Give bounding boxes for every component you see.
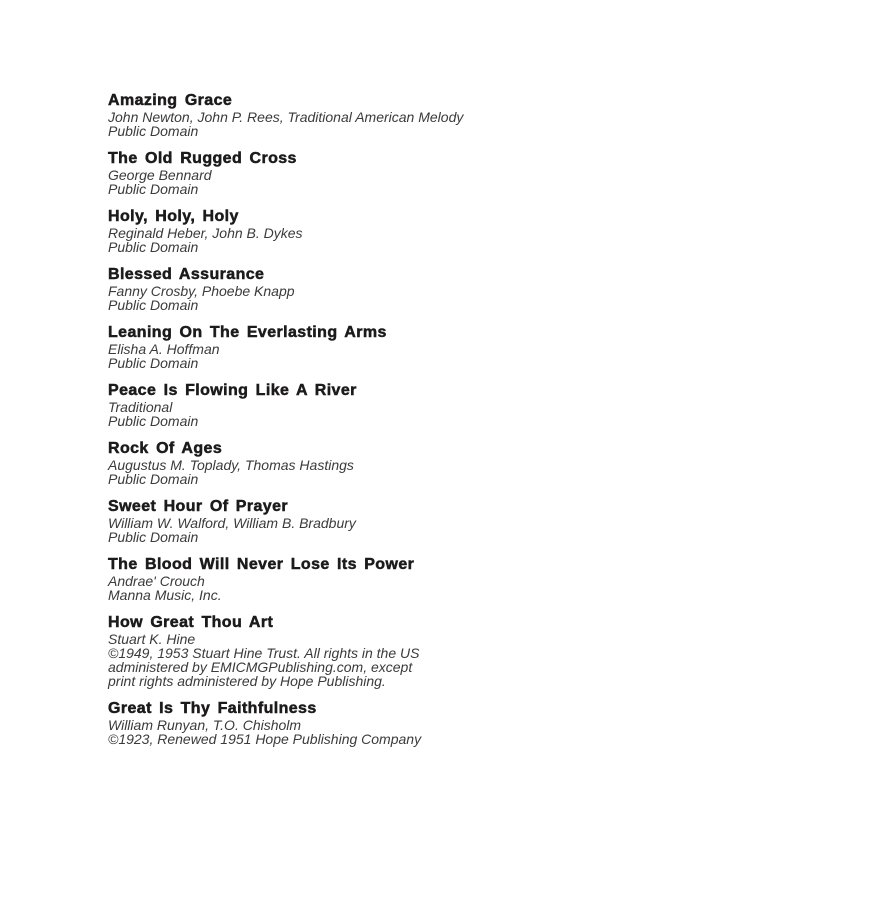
song-entry: [108, 208, 608, 254]
song-list: [108, 92, 608, 758]
song-entry: [108, 700, 608, 746]
song-credit-line: Public Domain: [108, 471, 199, 487]
song-entry: [108, 382, 608, 428]
song-credit-line: ©1923, Renewed 1951 Hope Publishing Company: [108, 731, 422, 747]
song-credit-line: John Newton, John P. Rees, Traditional American Melody: [108, 109, 464, 125]
song-title: Amazing Grace: [108, 92, 233, 109]
song-credit-line: Public Domain: [108, 181, 199, 197]
song-credit-line: Public Domain: [108, 529, 199, 545]
song-credit-line: George Bennard: [108, 167, 212, 183]
song-credit-line: Manna Music, Inc.: [108, 587, 222, 603]
song-credit-line: Reginald Heber, John B. Dykes: [108, 225, 303, 241]
song-title: Rock Of Ages: [108, 440, 223, 457]
song-title: Holy, Holy, Holy: [108, 208, 239, 225]
song-entry: [108, 498, 608, 544]
song-credit-line: ©1949, 1953 Stuart Hine Trust. All rights in the US: [108, 645, 420, 661]
song-credit-line: administered by EMICMGPublishing.com, except: [108, 659, 413, 675]
song-title: Leaning On The Everlasting Arms: [108, 324, 387, 341]
song-entry: [108, 556, 608, 602]
song-credit-line: Traditional: [108, 399, 173, 415]
song-title: The Blood Will Never Lose Its Power: [108, 556, 415, 573]
song-credit-line: Public Domain: [108, 413, 199, 429]
song-credit-line: William W. Walford, William B. Bradbury: [108, 515, 356, 531]
song-credit-line: Elisha A. Hoffman: [108, 341, 220, 357]
song-title: Sweet Hour Of Prayer: [108, 498, 288, 515]
song-credit-line: print rights administered by Hope Publishing.: [108, 673, 386, 689]
song-entry: [108, 440, 608, 486]
song-title: Blessed Assurance: [108, 266, 265, 283]
song-credit-line: Stuart K. Hine: [108, 631, 196, 647]
song-entry: [108, 150, 608, 196]
song-credit-line: Public Domain: [108, 123, 199, 139]
song-entry: [108, 266, 608, 312]
song-title: How Great Thou Art: [108, 614, 274, 631]
song-credit-line: Public Domain: [108, 297, 199, 313]
song-title: The Old Rugged Cross: [108, 150, 297, 167]
song-entry: [108, 614, 608, 688]
song-credit-line: Public Domain: [108, 355, 199, 371]
song-title: Peace Is Flowing Like A River: [108, 382, 357, 399]
song-credit-line: Fanny Crosby, Phoebe Knapp: [108, 283, 295, 299]
song-credit-line: William Runyan, T.O. Chisholm: [108, 717, 302, 733]
song-credit-line: Public Domain: [108, 239, 199, 255]
song-credit-line: Augustus M. Toplady, Thomas Hastings: [108, 457, 354, 473]
song-entry: [108, 324, 608, 370]
song-credit-line: Andrae' Crouch: [108, 573, 205, 589]
song-title: Great Is Thy Faithfulness: [108, 700, 317, 717]
song-entry: [108, 92, 608, 138]
